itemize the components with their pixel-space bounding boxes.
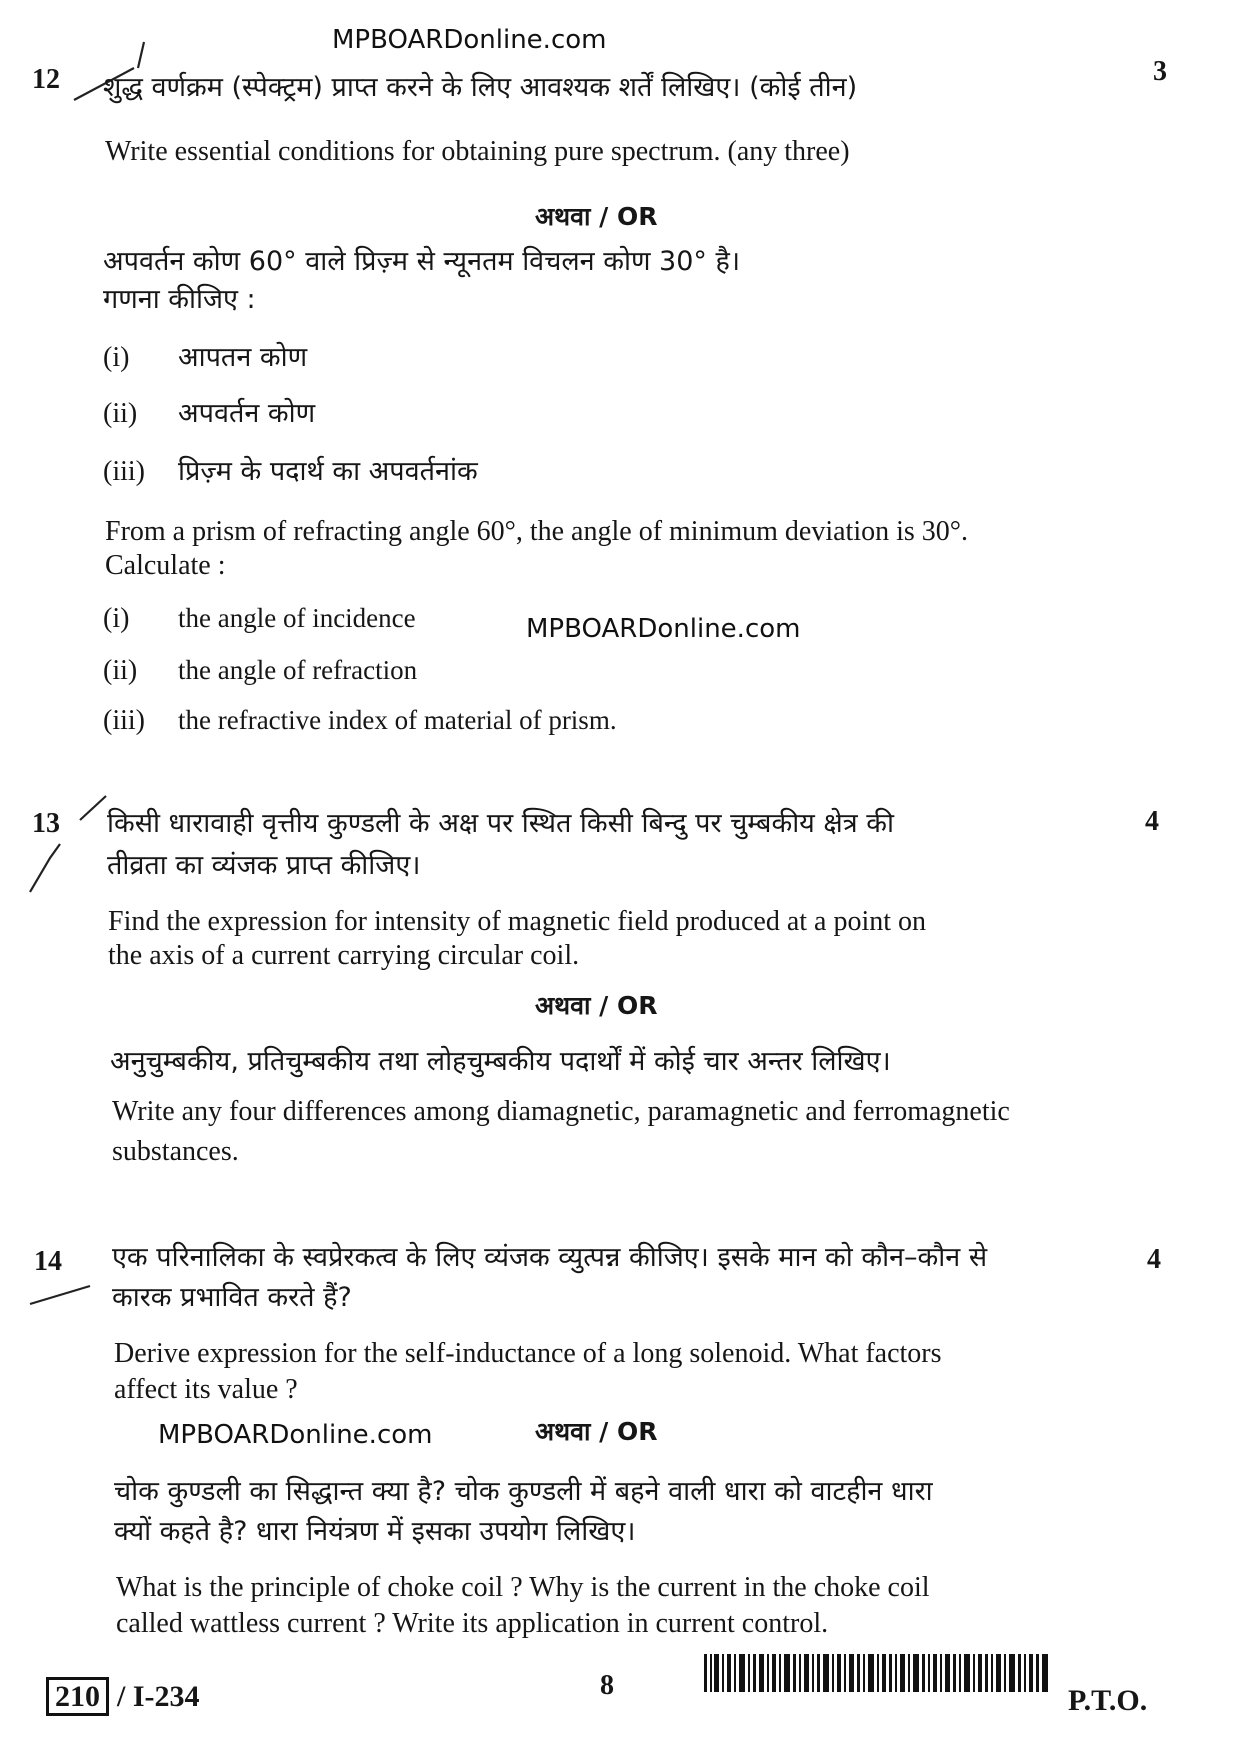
page-number: 8 bbox=[600, 1670, 614, 1701]
question-14-hindi-line1: एक परिनालिका के स्वप्रेरकत्व के लिए व्यंजक व्युत्पन्न कीजिए। इसके मान को कौन–कौन से bbox=[112, 1242, 988, 1273]
question-14-alt-english-line1: What is the principle of choke coil ? Why is the current in the choke coil bbox=[116, 1572, 930, 1603]
item-number: (i) bbox=[103, 603, 130, 634]
watermark-top: MPBOARDonline.com bbox=[332, 25, 607, 55]
item-text: the angle of refraction bbox=[178, 655, 418, 685]
question-12-alt-hindi-line2: गणना कीजिए : bbox=[103, 284, 256, 315]
or-divider-13: अथवा / OR bbox=[535, 991, 658, 1020]
item-number: (ii) bbox=[103, 655, 138, 686]
item-number: (iii) bbox=[103, 456, 145, 487]
or-divider-12: अथवा / OR bbox=[535, 202, 658, 231]
question-12-alt-hindi-line1: अपवर्तन कोण 60° वाले प्रिज़्म से न्यूनतम विचलन कोण 30° है। bbox=[103, 246, 741, 277]
watermark-middle: MPBOARDonline.com bbox=[526, 614, 801, 644]
question-13-english-line2: the axis of a current carrying circular coil. bbox=[108, 940, 580, 971]
paper-code-box: 210 bbox=[46, 1677, 109, 1716]
item-text: आपतन कोण bbox=[178, 342, 308, 373]
question-14-english-line2: affect its value ? bbox=[114, 1374, 298, 1405]
item-text: the refractive index of material of prism. bbox=[178, 705, 617, 735]
item-text: the angle of incidence bbox=[178, 603, 416, 633]
question-number-12: 12 bbox=[32, 64, 60, 95]
item-number: (i) bbox=[103, 342, 130, 373]
question-12-hindi-item-2 bbox=[103, 396, 315, 432]
question-12-english: Write essential conditions for obtaining pure spectrum. (any three) bbox=[105, 136, 850, 167]
pencil-tick-mark-14 bbox=[26, 1280, 96, 1308]
question-12-english-item-2 bbox=[103, 652, 417, 689]
question-marks-14: 4 bbox=[1147, 1244, 1161, 1275]
question-14-english-line1: Derive expression for the self-inductance of a long solenoid. What factors bbox=[114, 1338, 942, 1369]
item-text: प्रिज़्म के पदार्थ का अपवर्तनांक bbox=[178, 456, 478, 487]
question-13-alt-english-line2: substances. bbox=[112, 1136, 239, 1167]
question-13-hindi-line2: तीव्रता का व्यंजक प्राप्त कीजिए। bbox=[107, 850, 421, 881]
question-14-hindi-line2: कारक प्रभावित करते हैं? bbox=[112, 1282, 352, 1313]
pto-label: P.T.O. bbox=[1068, 1684, 1148, 1717]
question-14-alt-english-line2: called wattless current ? Write its application in current control. bbox=[116, 1608, 829, 1639]
question-13-english-line1: Find the expression for intensity of magnetic field produced at a point on bbox=[108, 906, 927, 937]
barcode-icon bbox=[704, 1654, 1052, 1692]
question-12-english-item-1 bbox=[103, 600, 416, 637]
question-13-alt-hindi: अनुचुम्बकीय, प्रतिचुम्बकीय तथा लोहचुम्बकीय पदार्थों में कोई चार अन्तर लिखिए। bbox=[110, 1046, 891, 1077]
question-marks-13: 4 bbox=[1145, 806, 1159, 837]
question-12-alt-english-line2: Calculate : bbox=[105, 550, 226, 581]
question-marks-12: 3 bbox=[1153, 56, 1167, 87]
watermark-bottom: MPBOARDonline.com bbox=[158, 1420, 433, 1450]
question-12-hindi-item-3 bbox=[103, 454, 478, 490]
question-14-alt-hindi-line2: क्यों कहते है? धारा नियंत्रण में इसका उपयोग लिखिए। bbox=[114, 1516, 636, 1547]
question-number-13: 13 bbox=[32, 808, 60, 839]
question-14-alt-hindi-line1: चोक कुण्डली का सिद्धान्त क्या है? चोक कुण्डली में बहने वाली धारा को वाटहीन धारा bbox=[114, 1476, 933, 1507]
item-number: (iii) bbox=[103, 705, 145, 736]
question-12-hindi-item-1 bbox=[103, 340, 307, 376]
paper-code bbox=[46, 1680, 200, 1714]
question-number-14: 14 bbox=[34, 1246, 62, 1277]
question-12-english-item-3 bbox=[103, 702, 617, 739]
item-text: अपवर्तन कोण bbox=[178, 398, 316, 429]
question-12-alt-english-line1: From a prism of refracting angle 60°, the angle of minimum deviation is 30°. bbox=[105, 516, 968, 547]
question-13-alt-english-line1: Write any four differences among diamagnetic, paramagnetic and ferromagnetic bbox=[112, 1096, 1010, 1127]
question-12-hindi: शुद्ध वर्णक्रम (स्पेक्ट्रम) प्राप्त करने के लिए आवश्यक शर्तें लिखिए। (कोई तीन) bbox=[103, 72, 858, 103]
or-divider-14: अथवा / OR bbox=[535, 1417, 658, 1446]
paper-series: / I-234 bbox=[117, 1680, 200, 1713]
item-number: (ii) bbox=[103, 398, 138, 429]
question-13-hindi-line1: किसी धारावाही वृत्तीय कुण्डली के अक्ष पर स्थित किसी बिन्दु पर चुम्बकीय क्षेत्र की bbox=[107, 808, 895, 839]
